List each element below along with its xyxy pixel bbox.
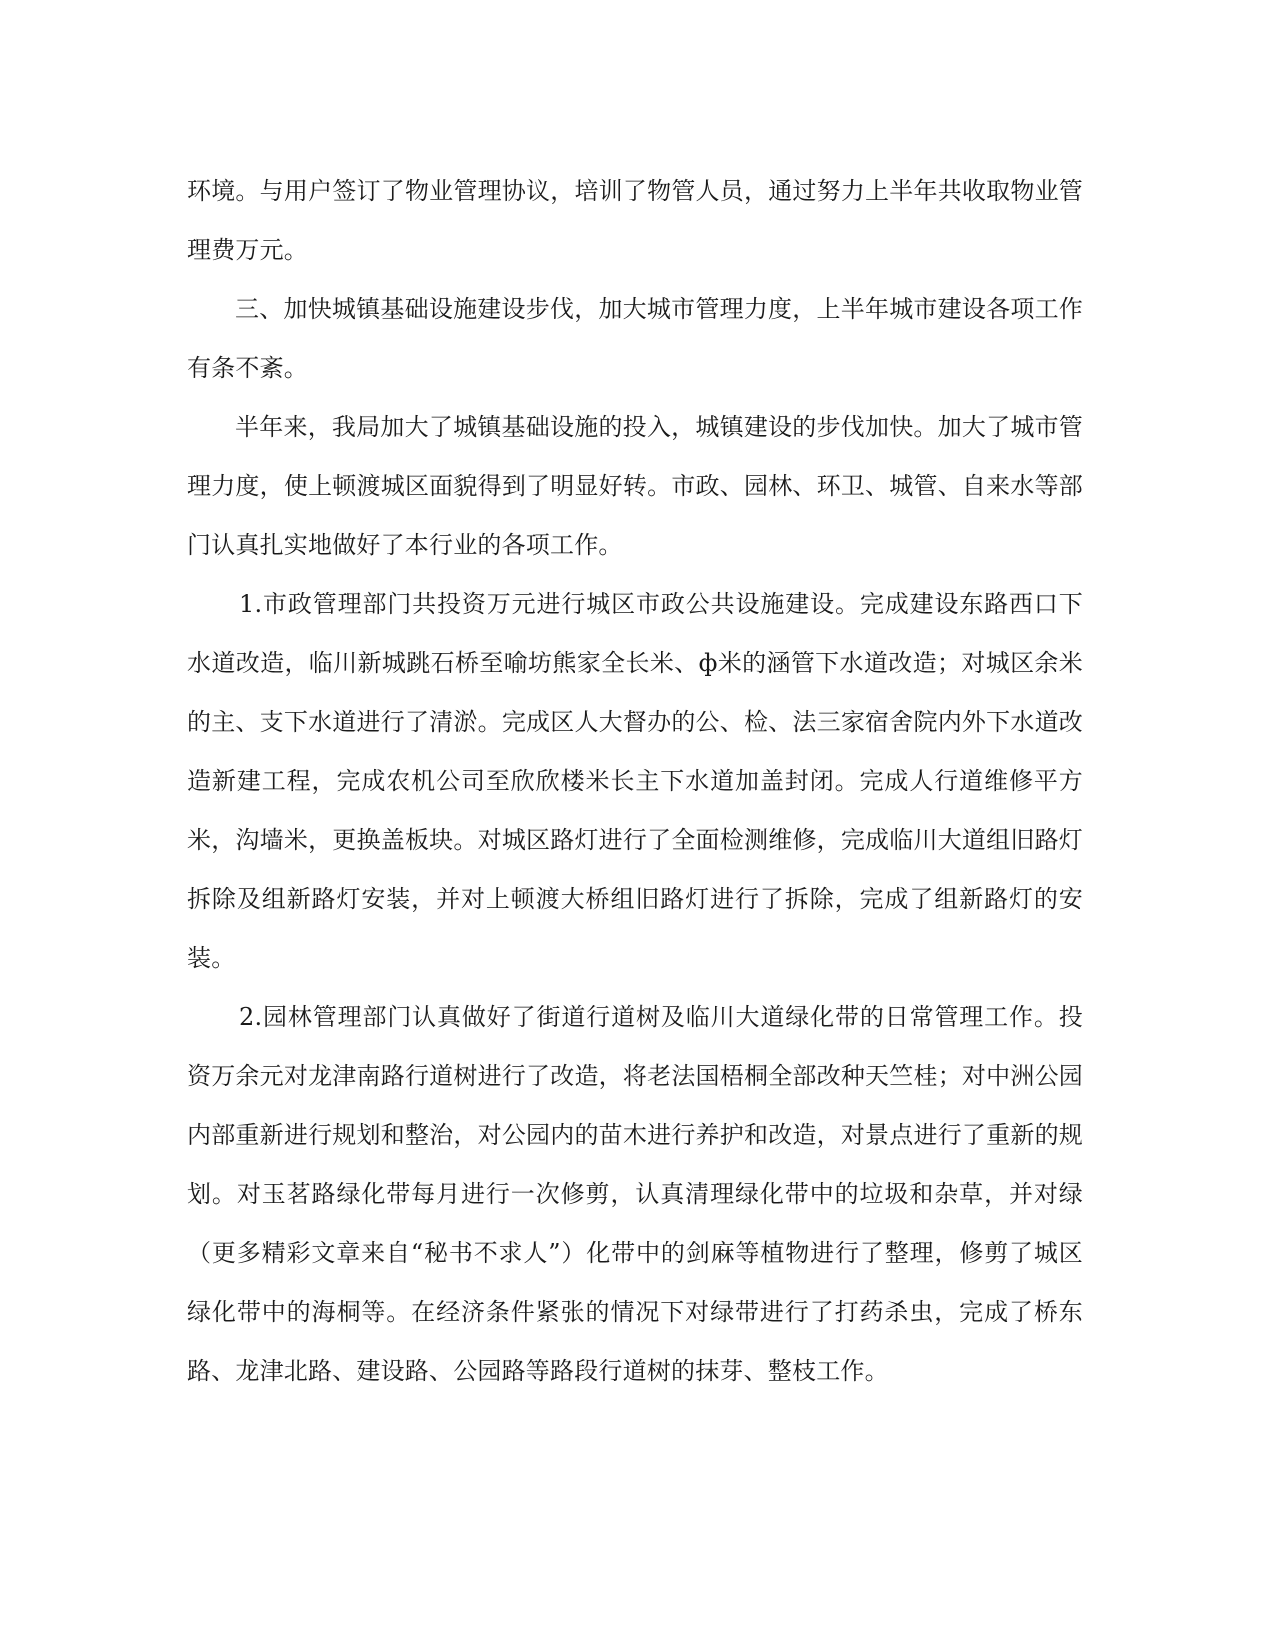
paragraph-half-year-summary: 半年来，我局加大了城镇基础设施的投入，城镇建设的步伐加快。加大了城市管理力度，使上顿渡城区面貌得到了明显好转。市政、园林、环卫、城管、自来水等部门认真扎实地做好了本行业的各项工作。	[187, 413, 1083, 559]
paragraph-municipal-works: 1.市政管理部门共投资万元进行城区市政公共设施建设。完成建设东路西口下水道改造，临川新城跳石桥至喻坊熊家全长米、ф米的涵管下水道改造；对城区余米的主、支下水道进行了清淤。完成区人大督办的公、检、法三家宿舍院内外下水道改造新建工程，完成农机公司至欣欣楼米长主下水道加盖封闭。完成人行道维修平方米，沟墙米，更换盖板块。对城区路灯进行了全面检测维修，完成临川大道组旧路灯拆除及组新路灯安装，并对上顿渡大桥组旧路灯进行了拆除，完成了组新路灯的安装。	[187, 590, 1083, 972]
paragraph-property-fees: 环境。与用户签订了物业管理协议，培训了物管人员，通过努力上半年共收取物业管理费万元。	[187, 177, 1083, 264]
document-body	[187, 162, 1083, 1401]
paragraph-landscaping-works: 2.园林管理部门认真做好了街道行道树及临川大道绿化带的日常管理工作。投资万余元对龙津南路行道树进行了改造，将老法国梧桐全部改种天竺桂；对中洲公园内部重新进行规划和整治，对公园内的苗木进行养护和改造，对景点进行了重新的规划。对玉茗路绿化带每月进行一次修剪，认真清理绿化带中的垃圾和杂草，并对绿（更多精彩文章来自“秘书不求人”）化带中的剑麻等植物进行了整理，修剪了城区绿化带中的海桐等。在经济条件紧张的情况下对绿带进行了打药杀虫，完成了桥东路、龙津北路、建设路、公园路等路段行道树的抹芽、整枝工作。	[187, 1003, 1083, 1385]
section-heading-3: 三、加快城镇基础设施建设步伐，加大城市管理力度，上半年城市建设各项工作有条不紊。	[187, 295, 1083, 382]
